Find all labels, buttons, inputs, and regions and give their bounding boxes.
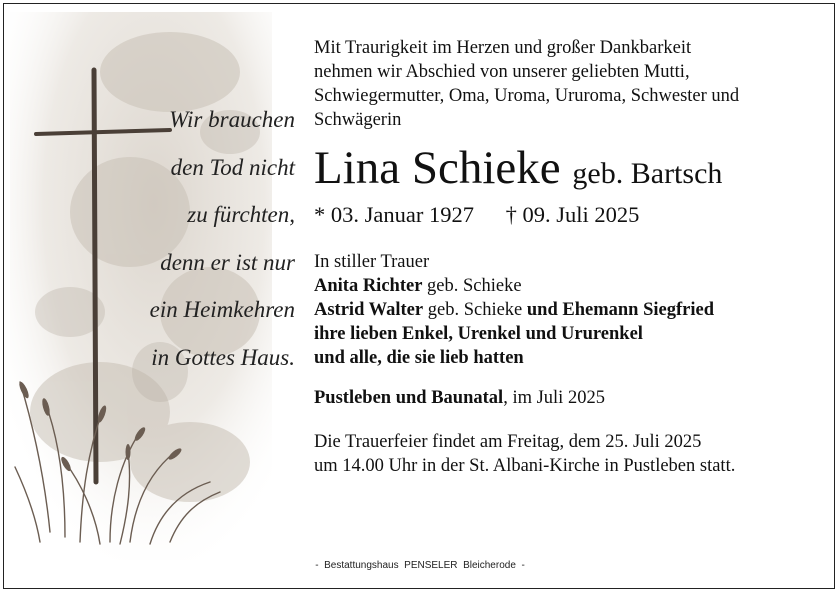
poem-line: zu fürchten, [187,202,295,227]
mourners-list [314,250,824,370]
deceased-name [314,142,824,200]
mourner-others: und alle, die sie lieb hatten [314,348,524,368]
poem-line: Wir brauchen [169,107,295,132]
funeral-info [314,430,824,478]
intro-line: nehmen wir Abschied von unserer geliebten Mutti, [314,62,690,82]
funeral-line: Die Trauerfeier findet am Freitag, dem 25. Juli 2025 [314,432,702,452]
mourner-line [314,322,824,346]
name-text: Lina Schieke [314,142,561,194]
mourner-line [314,298,824,322]
undertaker-footer: - Bestattungshaus PENSELER Bleicherode - [315,560,525,571]
poem-line: den Tod nicht [170,154,295,180]
funeral-line: um 14.00 Uhr in der St. Albani-Kirche in Pustleben statt. [314,456,736,476]
place-date [314,386,824,410]
mourner-detail: geb. Schieke [422,276,522,296]
intro-text [314,36,824,132]
poem [110,96,295,381]
poem-line: ein Heimkehren [149,297,295,322]
mourner-spouse: und Ehemann Siegfried [526,300,714,320]
place-name: Pustleben und Baunatal [314,388,504,408]
notice-body [314,36,824,478]
intro-line: Schwägerin [314,110,402,130]
maiden-name: geb. Bartsch [572,157,723,190]
death-date: † 09. Juli 2025 [505,202,640,227]
mourner-detail: geb. Schieke [423,300,527,320]
mourners-heading: In stiller Trauer [314,252,430,272]
mourner-line [314,346,824,370]
place-month: , im Juli 2025 [503,388,605,408]
poem-line: denn er ist nur [160,249,295,275]
mourner-name: Anita Richter [314,276,423,296]
poem-line: in Gottes Haus. [151,344,295,370]
birth-date: * 03. Januar 1927 [314,202,474,227]
life-dates [314,202,824,228]
intro-line: Mit Traurigkeit im Herzen und großer Dankbarkeit [314,38,692,58]
mourner-line [314,274,824,298]
mourner-family: ihre lieben Enkel, Urenkel und Ururenkel [314,324,643,344]
mourner-name: Astrid Walter [314,300,424,320]
intro-line: Schwiegermutter, Oma, Uroma, Ururoma, Schwester und [314,86,740,106]
